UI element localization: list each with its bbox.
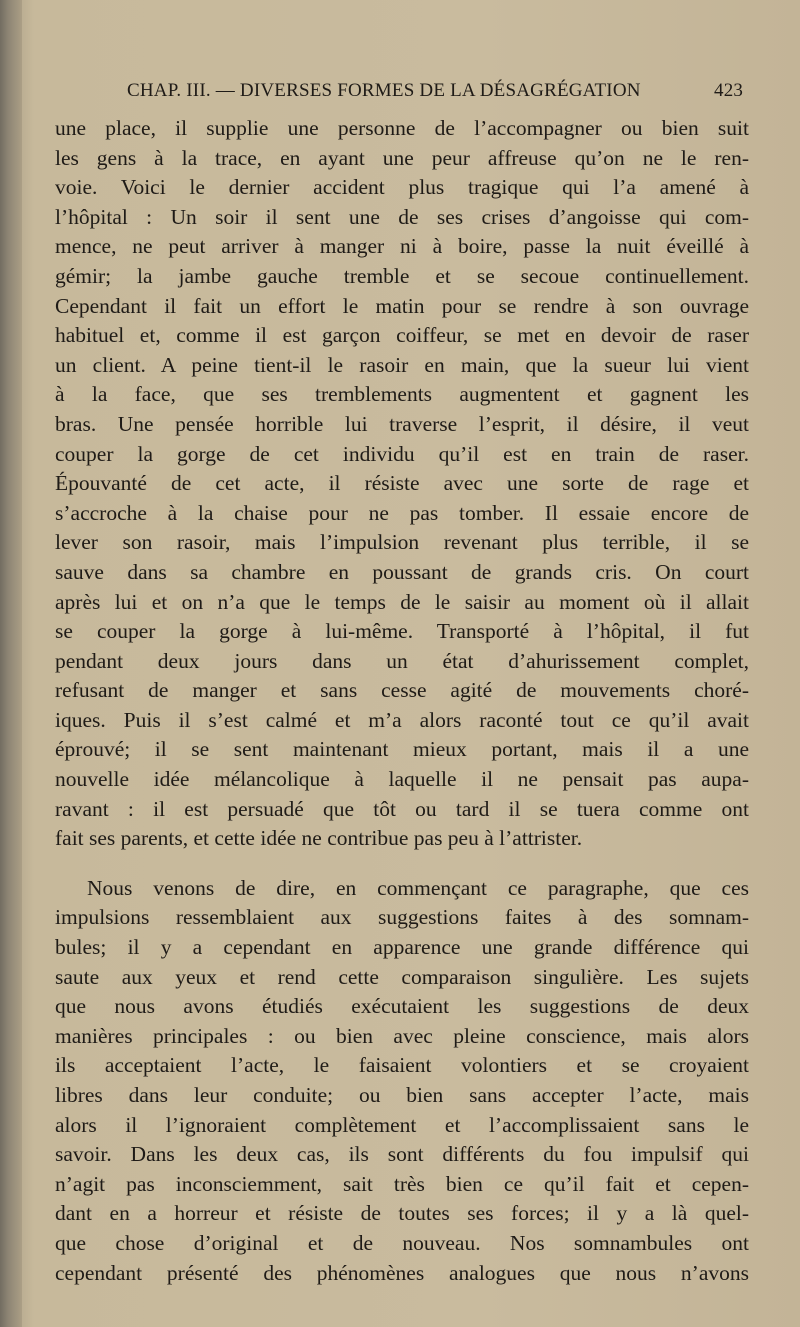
paragraph-spacer bbox=[55, 854, 749, 874]
text-line: nouvelle idée mélancolique à laquelle il ne pensait pas aupa- bbox=[55, 767, 749, 792]
paragraph-2 bbox=[55, 874, 749, 1288]
text-line: iques. Puis il s’est calmé et m’a alors raconté tout ce qu’il avait bbox=[55, 707, 749, 732]
text-line: habituel et, comme il est garçon coiffeur, se met en devoir de raser bbox=[55, 323, 749, 348]
text-line: après lui et on n’a que le temps de le saisir au moment où il allait bbox=[55, 589, 749, 614]
text-line: les gens à la trace, en ayant une peur affreuse qu’on ne le ren- bbox=[55, 145, 749, 170]
book-binding-edge bbox=[0, 0, 22, 1327]
text-line: savoir. Dans les deux cas, ils sont différents du fou impulsif qui bbox=[55, 1142, 749, 1167]
text-line: alors il l’ignoraient complètement et l’accomplissaient sans le bbox=[55, 1112, 749, 1137]
text-line: que chose d’original et de nouveau. Nos somnambules ont bbox=[55, 1230, 749, 1255]
text-line: lever son rasoir, mais l’impulsion revenant plus terrible, il se bbox=[55, 530, 749, 555]
text-line: n’agit pas inconsciemment, sait très bien ce qu’il fait et cepen- bbox=[55, 1171, 749, 1196]
text-line: à la face, que ses tremblements augmentent et gagnent les bbox=[55, 382, 749, 407]
text-line: couper la gorge de cet individu qu’il est en train de raser. bbox=[55, 441, 749, 466]
text-line: manières principales : ou bien avec pleine conscience, mais alors bbox=[55, 1023, 749, 1048]
text-line: éprouvé; il se sent maintenant mieux portant, mais il a une bbox=[55, 737, 749, 762]
text-line: gémir; la jambe gauche tremble et se secoue continuellement. bbox=[55, 263, 749, 288]
page-number: 423 bbox=[714, 80, 744, 101]
text-line: Épouvanté de cet acte, il résiste avec une sorte de rage et bbox=[55, 471, 749, 496]
text-line: fait ses parents, et cette idée ne contribue pas peu à l’attrister. bbox=[55, 826, 583, 851]
text-line: que nous avons étudiés exécutaient les suggestions de deux bbox=[55, 994, 749, 1019]
text-line: une place, il supplie une personne de l’accompagner ou bien suit bbox=[55, 116, 749, 140]
text-line: ils acceptaient l’acte, le faisaient volontiers et se croyaient bbox=[55, 1053, 749, 1078]
text-line: ravant : il est persuadé que tôt ou tard il se tuera comme ont bbox=[55, 796, 749, 821]
text-line: Nous venons de dire, en commençant ce paragraphe, que ces bbox=[87, 875, 749, 900]
text-line: cependant présenté des phénomènes analogues que nous n’avons bbox=[55, 1260, 749, 1285]
text-line: l’hôpital : Un soir il sent une de ses crises d’angoisse qui com- bbox=[55, 204, 749, 229]
text-line: voie. Voici le dernier accident plus tragique qui l’a amené à bbox=[55, 175, 749, 200]
text-line: se couper la gorge à lui-même. Transporté à l’hôpital, il fut bbox=[55, 619, 749, 644]
text-line: impulsions ressemblaient aux suggestions faites à des somnam- bbox=[55, 905, 749, 930]
text-line: dant en a horreur et résiste de toutes ses forces; il y a là quel- bbox=[55, 1201, 749, 1226]
body-text bbox=[55, 114, 749, 1288]
text-line: pendant deux jours dans un état d’ahurissement complet, bbox=[55, 648, 749, 673]
text-line: sauve dans sa chambre en poussant de grands cris. On court bbox=[55, 559, 749, 584]
text-line: saute aux yeux et rend cette comparaison singulière. Les sujets bbox=[55, 964, 749, 989]
paragraph-1 bbox=[55, 114, 749, 854]
text-line: un client. A peine tient-il le rasoir en main, que la sueur lui vient bbox=[55, 352, 749, 377]
text-line: bules; il y a cependant en apparence une grande différence qui bbox=[55, 935, 749, 960]
text-line: Cependant il fait un effort le matin pour se rendre à son ouvrage bbox=[55, 293, 749, 318]
chapter-title: CHAP. III. — DIVERSES FORMES DE LA DÉSAGRÉGATION bbox=[127, 80, 641, 101]
text-line: bras. Une pensée horrible lui traverse l’esprit, il désire, il veut bbox=[55, 411, 749, 436]
text-line: refusant de manger et sans cesse agité de mouvements choré- bbox=[55, 678, 749, 703]
text-line: s’accroche à la chaise pour ne pas tomber. Il essaie encore de bbox=[55, 500, 749, 525]
text-line: libres dans leur conduite; ou bien sans accepter l’acte, mais bbox=[55, 1083, 749, 1107]
text-line: mence, ne peut arriver à manger ni à boire, passe la nuit éveillé à bbox=[55, 234, 749, 259]
